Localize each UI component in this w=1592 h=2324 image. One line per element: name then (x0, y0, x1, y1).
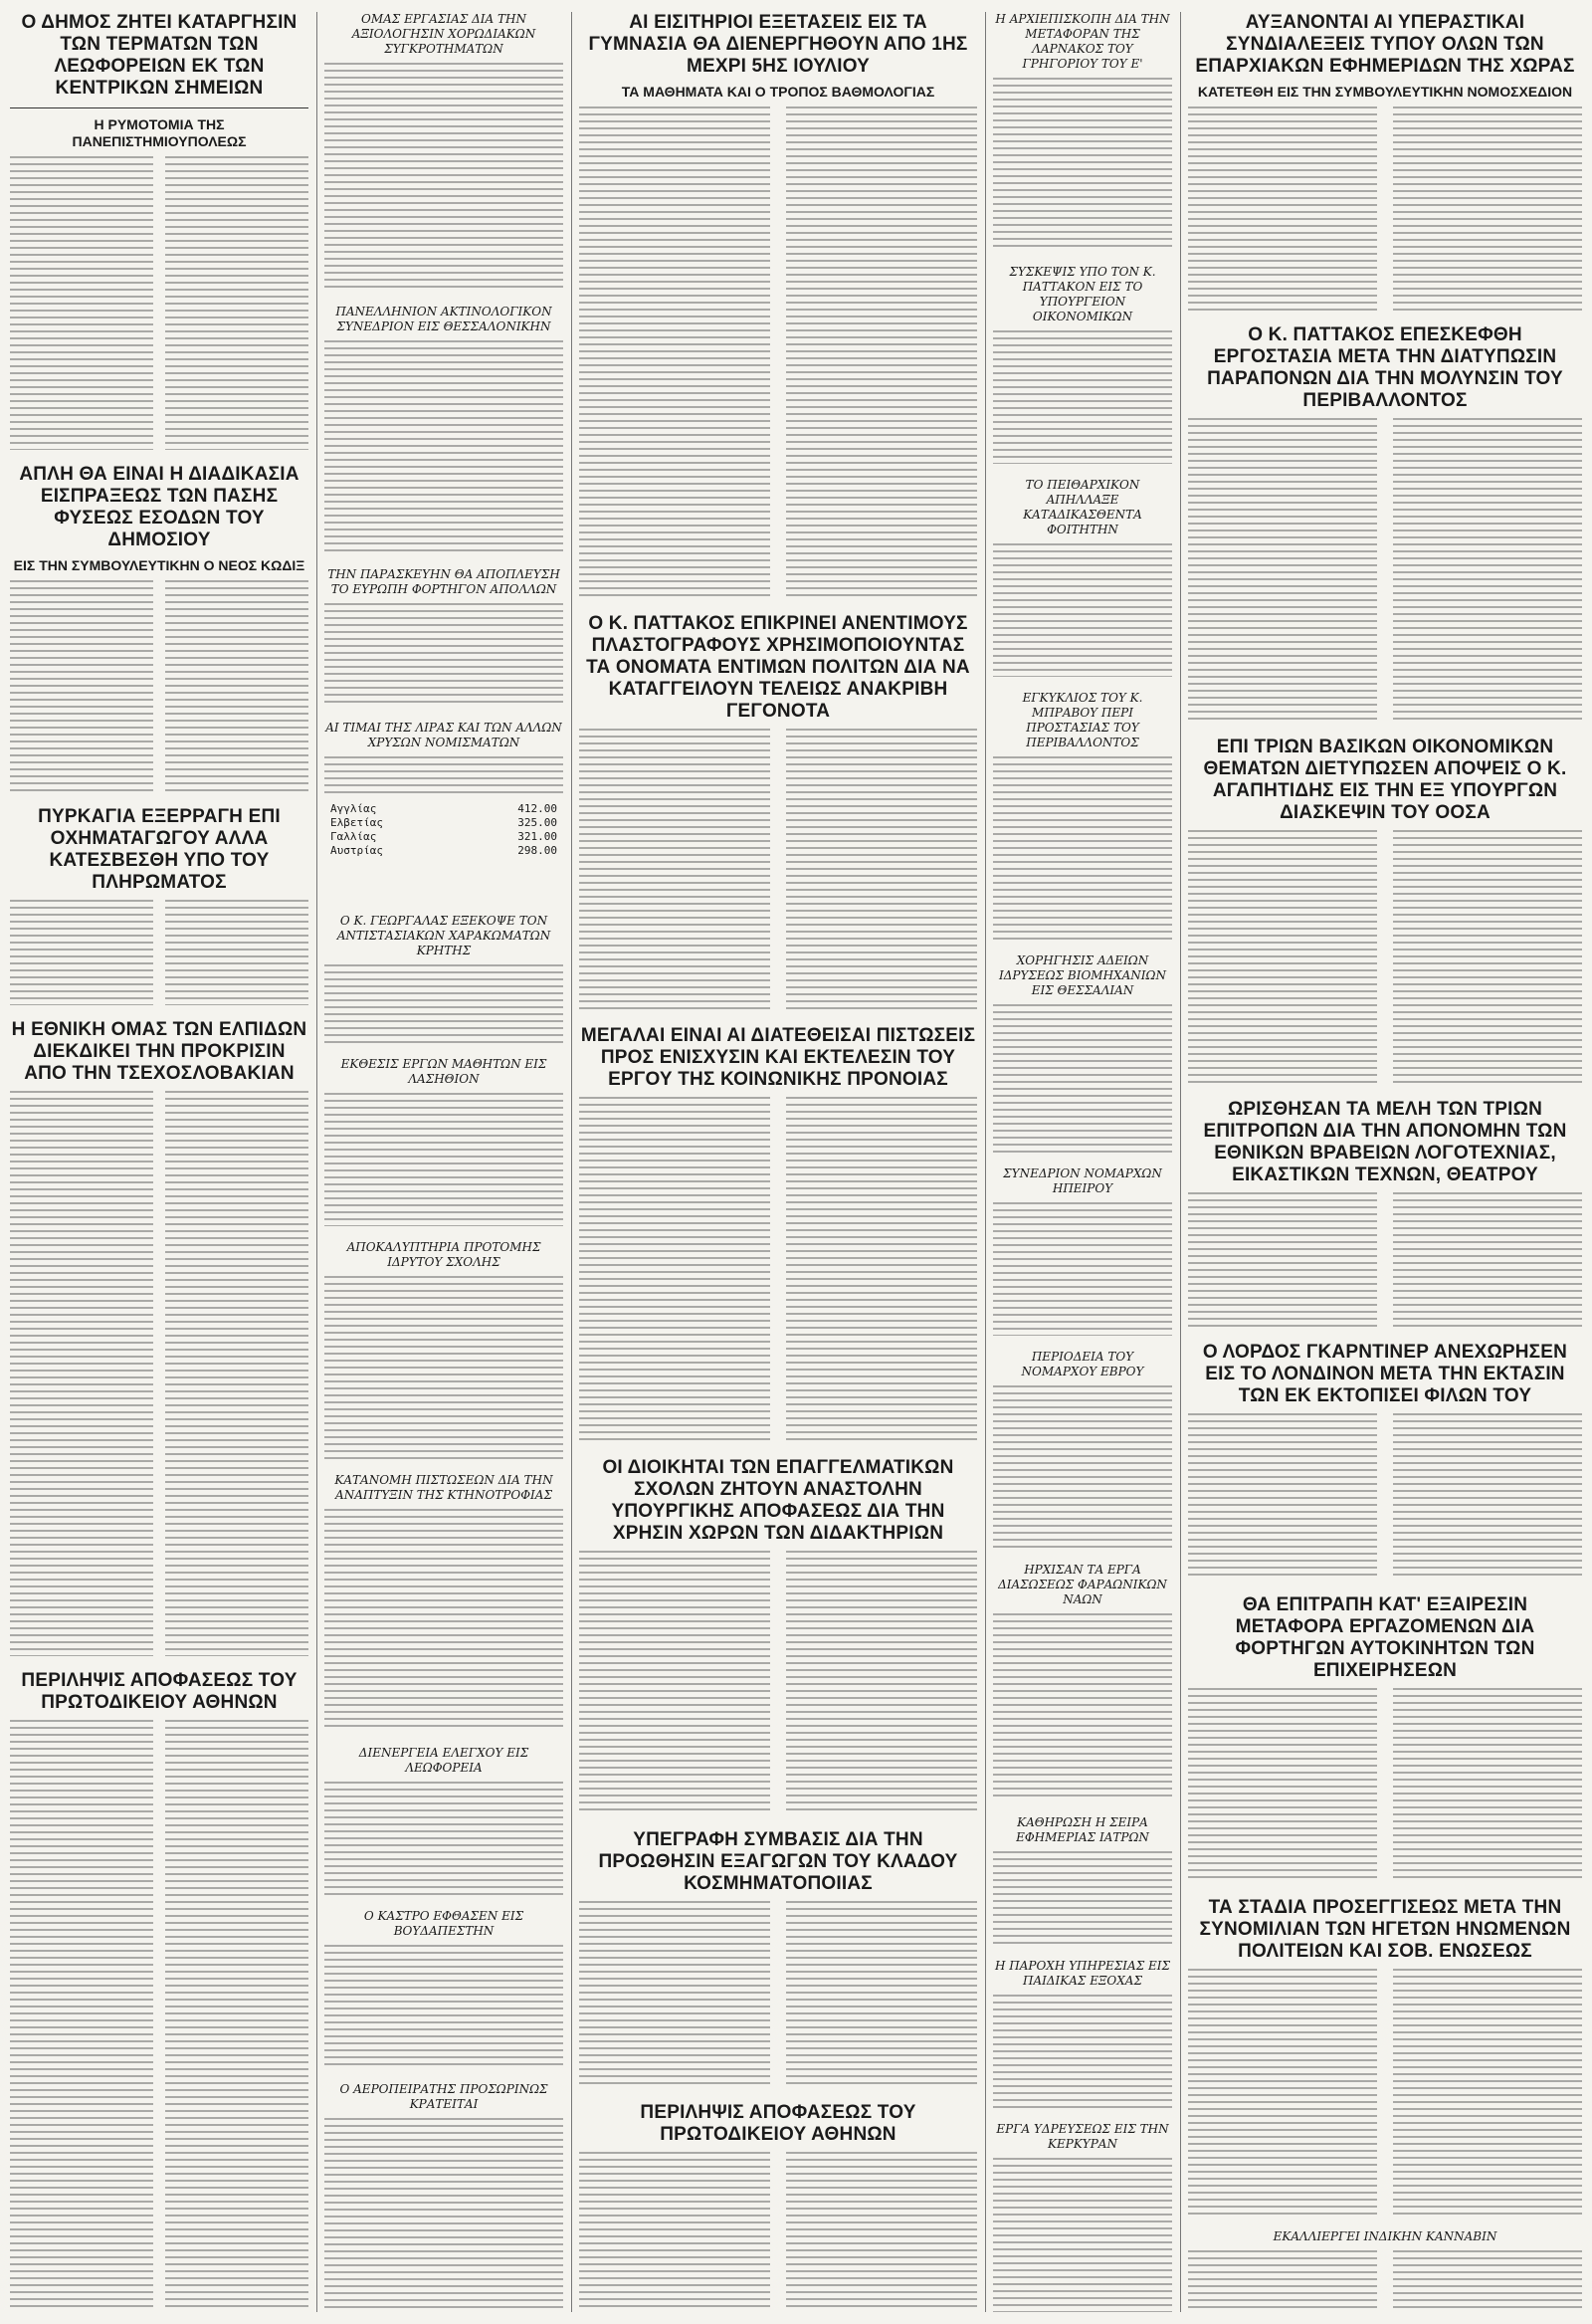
article-body (10, 1091, 308, 1656)
divider (10, 107, 308, 108)
gold-row (330, 830, 557, 844)
article-gymnasium-exams (579, 12, 977, 599)
article-body (324, 2118, 563, 2312)
article-finance-meeting (993, 265, 1172, 464)
article-student-exhibition (324, 1057, 563, 1226)
article-body (993, 1613, 1172, 1801)
article-body (579, 1097, 977, 1443)
article-body (993, 78, 1172, 251)
article-body (324, 756, 563, 796)
coin-price: 325.00 (517, 816, 557, 829)
article-body (993, 1004, 1172, 1153)
article-body (579, 1551, 977, 1815)
gold-row (330, 844, 557, 858)
article-body (993, 330, 1172, 464)
article-body (324, 1093, 563, 1226)
headline: ΘΑ ΕΠΙΤΡΑΠΗ ΚΑΤ' ΕΞΑΙΡΕΣΙΝ ΜΕΤΑΦΟΡΑ ΕΡΓΑΖΟΜΕΝΩΝ ΔΙΑ ΦΟΡΤΗΓΩΝ ΑΥΤΟΚΙΝΗΤΩΝ ΤΩΝ ΕΠΙΧΕΙΡΗΣΕΩΝ (1235, 1594, 1535, 1681)
headline: ΟΙ ΔΙΟΙΚΗΤΑΙ ΤΩΝ ΕΠΑΓΓΕΛΜΑΤΙΚΩΝ ΣΧΟΛΩΝ ΖΗΤΟΥΝ ΑΝΑΣΤΟΛΗΝ ΥΠΟΥΡΓΙΚΗΣ ΑΠΟΦΑΣΕΩΣ ΔΙΑ ΤΗΝ ΧΡΗΣΙΝ ΧΩΡΩΝ ΤΩΝ ΔΙΔΑΚΤΗΡΙΩΝ (602, 1457, 954, 1544)
article-castro (324, 1909, 563, 2068)
headline: ΕΓΚΥΚΛΙΟΣ ΤΟΥ Κ. ΜΠΡΑΒΟΥ ΠΕΡΙ ΠΡΟΣΤΑΣΙΑΣ ΤΟΥ ΠΕΡΙΒΑΛΛΟΝΤΟΣ (1022, 691, 1143, 749)
article-pattakos-forgers (579, 613, 977, 1011)
column-separator (985, 12, 986, 2312)
headline: ΕΚΘΕΣΙΣ ΕΡΓΩΝ ΜΑΘΗΤΩΝ ΕΙΣ ΛΑΣΗΘΙΟΝ (340, 1057, 547, 1086)
article-body (579, 2152, 977, 2312)
article-bus-terminals (10, 12, 308, 450)
article-body (1188, 1688, 1582, 1883)
article-body (10, 156, 308, 450)
gold-price-table (324, 802, 563, 858)
headline: ΕΠΙ ΤΡΙΩΝ ΒΑΣΙΚΩΝ ΟΙΚΟΝΟΜΙΚΩΝ ΘΕΜΑΤΩΝ ΔΙΕΤΥΠΩΣΕΝ ΑΠΟΨΕΙΣ Ο Κ. ΑΓΑΠΗΤΙΔΗΣ ΕΙΣ ΤΗΝ ΕΞ ΥΠΟΥΡΓΩΝ ΔΙΑΣΚΕΨΙΝ ΤΟΥ ΟΟΣΑ (1203, 737, 1567, 823)
article-body (324, 1509, 563, 1732)
headline: ΩΡΙΣΘΗΣΑΝ ΤΑ ΜΕΛΗ ΤΩΝ ΤΡΙΩΝ ΕΠΙΤΡΟΠΩΝ ΔΙΑ ΤΗΝ ΑΠΟΝΟΜΗΝ ΤΩΝ ΕΘΝΙΚΩΝ ΒΡΑΒΕΙΩΝ ΛΟΓΟΤΕΧΝΙΑΣ, ΕΙΚΑΣΤΙΚΩΝ ΤΕΧΝΩΝ, ΘΕΑΤΡΟΥ (1203, 1099, 1567, 1185)
coin-price: 412.00 (517, 802, 557, 815)
article-court-summary-2 (579, 2102, 977, 2312)
headline: ΚΑΘΗΡΩΣΗ Η ΣΕΙΡΑ ΕΦΗΜΕΡΙΑΣ ΙΑΤΡΩΝ (1016, 1815, 1149, 1844)
column-separator (1180, 12, 1181, 2312)
headline: ΥΠΕΓΡΑΦΗ ΣΥΜΒΑΣΙΣ ΔΙΑ ΤΗΝ ΠΡΟΩΘΗΣΙΝ ΕΞΑΓΩΓΩΝ ΤΟΥ ΚΛΑΔΟΥ ΚΟΣΜΗΜΑΤΟΠΟΙΙΑΣ (598, 1829, 958, 1894)
article-epirus-prefects (993, 1166, 1172, 1336)
headline: ΠΑΝΕΛΛΗΝΙΟΝ ΑΚΤΙΝΟΛΟΓΙΚΟΝ ΣΥΝΕΔΡΙΟΝ ΕΙΣ ΘΕΣΣΑΛΟΝΙΚΗΝ (335, 305, 552, 333)
column-separator (571, 12, 572, 2312)
coin-name: Γαλλίας (330, 830, 377, 843)
article-truck-transport (1188, 1594, 1582, 1883)
article-body (993, 543, 1172, 677)
headline: ΑΙ ΤΙΜΑΙ ΤΗΣ ΛΙΡΑΣ ΚΑΙ ΤΩΝ ΑΛΛΩΝ ΧΡΥΣΩΝ ΝΟΜΙΣΜΑΤΩΝ (325, 721, 562, 749)
article-choirs (324, 12, 563, 291)
article-gold-prices (324, 721, 563, 900)
headline: Ο ΔΗΜΟΣ ΖΗΤΕΙ ΚΑΤΑΡΓΗΣΙΝ ΤΩΝ ΤΕΡΜΑΤΩΝ ΤΩΝ ΛΕΩΦΟΡΕΙΩΝ ΕΚ ΤΩΝ ΚΕΝΤΡΙΚΩΝ ΣΗΜΕΙΩΝ (21, 12, 298, 99)
article-bus-inspection (324, 1746, 563, 1895)
gold-row (330, 802, 557, 816)
headline: ΗΡΧΙΣΑΝ ΤΑ ΕΡΓΑ ΔΙΑΣΩΣΕΩΣ ΦΑΡΑΩΝΙΚΩΝ ΝΑΩΝ (998, 1563, 1167, 1606)
headline: Ο Κ. ΠΑΤΤΑΚΟΣ ΕΠΙΚΡΙΝΕΙ ΑΝΕΝΤΙΜΟΥΣ ΠΛΑΣΤΟΓΡΑΦΟΥΣ ΧΡΗΣΙΜΟΠΟΙΟΥΝΤΑΣ ΤΑ ΟΝΟΜΑΤΑ ΕΝΤΙΜΩΝ ΠΟΛΙΤΩΝ ΔΙΑ ΝΑ ΚΑΤΑΓΓΕΙΛΟΥΝ ΤΕΛΕΙΩΣ ΑΝΑΚΡΙΒΗ ΓΕΓΟΝΟΤΑ (586, 613, 970, 722)
article-livestock (324, 1473, 563, 1732)
article-jewelry-exports (579, 1829, 977, 2088)
column-4 (993, 12, 1172, 2312)
article-body (579, 1901, 977, 2088)
coin-name: Αγγλίας (330, 802, 377, 815)
article-body (993, 756, 1172, 940)
article-body (1188, 1969, 1582, 2216)
headline: ΣΥΝΕΔΡΙΟΝ ΝΟΜΑΡΧΩΝ ΗΠΕΙΡΟΥ (1003, 1166, 1162, 1195)
article-us-ussr (1188, 1897, 1582, 2216)
subheadline: Η ΡΥΜΟΤΟΜΙΑ ΤΗΣ ΠΑΝΕΠΙΣΤΗΜΙΟΥΠΟΛΕΩΣ (72, 116, 247, 150)
headline: Η ΕΘΝΙΚΗ ΟΜΑΣ ΤΩΝ ΕΛΠΙΔΩΝ ΔΙΕΚΔΙΚΕΙ ΤΗΝ ΠΡΟΚΡΙΣΙΝ ΑΠΟ ΤΗΝ ΤΣΕΧΟΣΛΟΒΑΚΙΑΝ (11, 1019, 307, 1084)
headline: Ο ΑΕΡΟΠΕΙΡΑΤΗΣ ΠΡΟΣΩΡΙΝΩΣ ΚΡΑΤΕΙΤΑΙ (339, 2082, 548, 2111)
headline: ΤΑ ΣΤΑΔΙΑ ΠΡΟΣΕΓΓΙΣΕΩΣ ΜΕΤΑ ΤΗΝ ΣΥΝΟΜΙΛΙΑΝ ΤΩΝ ΗΓΕΤΩΝ ΗΝΩΜΕΝΩΝ ΠΟΛΙΤΕΙΩΝ ΚΑΙ ΣΟΒ. ΕΝΩΣΕΩΣ (1199, 1897, 1571, 1962)
subheadline: ΕΙΣ ΤΗΝ ΣΥΜΒΟΥΛΕΥΤΙΚΗΝ Ο ΝΕΟΣ ΚΩΔΙΞ (13, 557, 305, 573)
headline: Ο ΛΟΡΔΟΣ ΓΚΑΡΝΤΙΝΕΡ ΑΝΕΧΩΡΗΣΕΝ ΕΙΣ ΤΟ ΛΟΝΔΙΝΟΝ ΜΕΤΑ ΤΗΝ ΕΚΤΑΣΙΝ ΤΩΝ ΕΚ ΕΚΤΟΠΙΣΕΙ ΦΙΛΩΝ ΤΟΥ (1202, 1342, 1568, 1406)
article-body (993, 1385, 1172, 1549)
article-body (579, 729, 977, 1011)
column-3 (579, 12, 977, 2312)
article-body (1188, 418, 1582, 723)
headline: ΤΗΝ ΠΑΡΑΣΚΕΥΗΝ ΘΑ ΑΠΟΠΛΕΥΣΗ ΤΟ ΕΥΡΩΠΗ ΦΟΡΤΗΓΟΝ ΑΠΟΛΛΩΝ (327, 567, 560, 596)
headline: ΕΡΓΑ ΥΔΡΕΥΣΕΩΣ ΕΙΣ ΤΗΝ ΚΕΡΚΥΡΑΝ (996, 2122, 1169, 2151)
headline: ΠΥΡΚΑΓΙΑ ΕΞΕΡΡΑΓΗ ΕΠΙ ΟΧΗΜΑΤΑΓΩΓΟΥ ΑΛΛΑ ΚΑΤΕΣΒΕΣΘΗ ΥΠΟ ΤΟΥ ΠΛΗΡΩΜΑΤΟΣ (38, 806, 281, 893)
article-summer-camps (993, 1959, 1172, 2108)
article-body (324, 964, 563, 1043)
article-body (993, 2158, 1172, 2312)
headline: ΕΚΑΛΛΙΕΡΓΕΙ ΙΝΔΙΚΗΝ ΚΑΝΝΑΒΙΝ (1273, 2229, 1497, 2243)
headline: ΚΑΤΑΝΟΜΗ ΠΙΣΤΩΣΕΩΝ ΔΙΑ ΤΗΝ ΑΝΑΠΤΥΞΙΝ ΤΗΣ ΚΤΗΝΟΤΡΟΦΙΑΣ (334, 1473, 553, 1502)
column-5 (1188, 12, 1582, 2312)
article-environment-circular (993, 691, 1172, 940)
article-body (1188, 2250, 1582, 2312)
article-pharaonic-temples (993, 1563, 1172, 1801)
article-national-awards (1188, 1099, 1582, 1328)
article-youth-team (10, 1019, 308, 1656)
coin-price: 321.00 (517, 830, 557, 843)
article-body (1188, 1413, 1582, 1581)
article-body (324, 1945, 563, 2068)
coin-name: Ελβετίας (330, 816, 383, 829)
article-cargo-ship (324, 567, 563, 707)
headline: Ο ΚΑΣΤΡΟ ΕΦΘΑΣΕΝ ΕΙΣ ΒΟΥΔΑΠΕΣΤΗΝ (363, 1909, 524, 1938)
headline: ΠΕΡΙΟΔΕΙΑ ΤΟΥ ΝΟΜΑΡΧΟΥ ΕΒΡΟΥ (1021, 1350, 1144, 1378)
article-public-revenue (10, 464, 308, 792)
headline: ΑΙ ΕΙΣΙΤΗΡΙΟΙ ΕΞΕΤΑΣΕΙΣ ΕΙΣ ΤΑ ΓΥΜΝΑΣΙΑ ΘΑ ΔΙΕΝΕΡΓΗΘΟΥΝ ΑΠΟ 1ΗΣ ΜΕΧΡΙ 5ΗΣ ΙΟΥΛΙΟΥ (588, 12, 968, 77)
headline: ΑΠΟΚΑΛΥΠΤΗΡΙΑ ΠΡΟΤΟΜΗΣ ΙΔΡΥΤΟΥ ΣΧΟΛΗΣ (346, 1240, 541, 1269)
article-body (1188, 106, 1582, 311)
column-separator (316, 12, 317, 2312)
article-social-welfare (579, 1025, 977, 1443)
article-crete (324, 914, 563, 1043)
headline: ΣΥΣΚΕΨΙΣ ΥΠΟ ΤΟΝ Κ. ΠΑΤΤΑΚΟΝ ΕΙΣ ΤΟ ΥΠΟΥΡΓΕΙΟΝ ΟΙΚΟΝΟΜΙΚΩΝ (1009, 265, 1156, 323)
article-body (993, 1202, 1172, 1336)
article-body (1188, 1192, 1582, 1328)
column-2 (324, 12, 563, 2312)
coin-name: Αυστρίας (330, 844, 383, 857)
headline: Ο Κ. ΠΑΤΤΑΚΟΣ ΕΠΕΣΚΕΦΘΗ ΕΡΓΟΣΤΑΣΙΑ ΜΕΤΑ ΤΗΝ ΔΙΑΤΥΠΩΣΙΝ ΠΑΡΑΠΟΝΩΝ ΔΙΑ ΤΗΝ ΜΟΛΥΝΣΙΝ ΤΟΥ ΠΕΡΙΒΑΛΛΟΝΤΟΣ (1207, 324, 1563, 411)
headline: ΧΟΡΗΓΗΣΙΣ ΑΔΕΙΩΝ ΙΔΡΥΣΕΩΣ ΒΙΟΜΗΧΑΝΙΩΝ ΕΙΣ ΘΕΣΣΑΛΙΑΝ (999, 953, 1166, 997)
article-body (324, 63, 563, 291)
article-bust-unveiling (324, 1240, 563, 1459)
article-radiology (324, 305, 563, 553)
article-body (324, 603, 563, 707)
article-disciplinary (993, 478, 1172, 677)
headline: ΠΕΡΙΛΗΨΙΣ ΑΠΟΦΑΣΕΩΣ ΤΟΥ ΠΡΩΤΟΔΙΚΕΙΟΥ ΑΘΗΝΩΝ (21, 1670, 298, 1713)
article-cannabis (1188, 2229, 1582, 2312)
subheadline: ΚΑΤΕΤΕΘΗ ΕΙΣ ΤΗΝ ΣΥΜΒΟΥΛΕΥΤΙΚΗΝ ΝΟΜΟΣΧΕΔΙΟΝ (1197, 84, 1573, 100)
article-body (324, 1276, 563, 1459)
article-pattakos-factories (1188, 324, 1582, 723)
article-doctors-duty (993, 1815, 1172, 1945)
article-body (324, 1782, 563, 1895)
article-lord-gardiner (1188, 1342, 1582, 1581)
headline: ΠΕΡΙΛΗΨΙΣ ΑΠΟΦΑΣΕΩΣ ΤΟΥ ΠΡΩΤΟΔΙΚΕΙΟΥ ΑΘΗΝΩΝ (640, 2102, 916, 2145)
headline: ΟΜΑΣ ΕΡΓΑΣΙΑΣ ΔΙΑ ΤΗΝ ΑΞΙΟΛΟΓΗΣΙΝ ΧΟΡΩΔΙΑΚΩΝ ΣΥΓΚΡΟΤΗΜΑΤΩΝ (351, 12, 536, 56)
article-press-calls (1188, 12, 1582, 311)
article-body (10, 1720, 308, 2312)
article-oecd (1188, 737, 1582, 1085)
article-body (579, 106, 977, 599)
article-court-summary (10, 1670, 308, 2312)
article-ferry-fire (10, 806, 308, 1005)
headline: ΑΥΞΑΝΟΝΤΑΙ ΑΙ ΥΠΕΡΑΣΤΙΚΑΙ ΣΥΝΔΙΑΛΕΞΕΙΣ ΤΥΠΟΥ ΟΛΩΝ ΤΩΝ ΕΠΑΡΧΙΑΚΩΝ ΕΦΗΜΕΡΙΔΩΝ ΤΗΣ ΧΩΡΑΣ (1195, 12, 1575, 77)
article-body (10, 580, 308, 792)
headline: ΤΟ ΠΕΙΘΑΡΧΙΚΟΝ ΑΠΗΛΛΑΞΕ ΚΑΤΑΔΙΚΑΣΘΕΝΤΑ ΦΟΙΤΗΤΗΝ (1023, 478, 1142, 536)
article-body (10, 900, 308, 1005)
headline: ΜΕΓΑΛΑΙ ΕΙΝΑΙ ΑΙ ΔΙΑΤΕΘΕΙΣΑΙ ΠΙΣΤΩΣΕΙΣ ΠΡΟΣ ΕΝΙΣΧΥΣΙΝ ΚΑΙ ΕΚΤΕΛΕΣΙΝ ΤΟΥ ΕΡΓΟΥ ΤΗΣ ΚΟΙΝΩΝΙΚΗΣ ΠΡΟΝΟΙΑΣ (580, 1025, 976, 1090)
headline: Η ΑΡΧΙΕΠΙΣΚΟΠΗ ΔΙΑ ΤΗΝ ΜΕΤΑΦΟΡΑΝ ΤΗΣ ΛΑΡΝΑΚΟΣ ΤΟΥ ΓΡΗΓΟΡΙΟΥ ΤΟΥ Ε' (995, 12, 1170, 71)
headline: Ο Κ. ΓΕΩΡΓΑΛΑΣ ΕΞΕΚΟΨΕ ΤΟΝ ΑΝΤΙΣΤΑΣΙΑΚΩΝ ΧΑΡΑΚΩΜΑΤΩΝ ΚΡΗΤΗΣ (336, 914, 551, 957)
headline: ΔΙΕΝΕΡΓΕΙΑ ΕΛΕΓΧΟΥ ΕΙΣ ΛΕΩΦΟΡΕΙΑ (358, 1746, 529, 1775)
article-evros-tour (993, 1350, 1172, 1549)
article-body (993, 1995, 1172, 2108)
article-body (993, 1851, 1172, 1945)
article-thessaly-industry (993, 953, 1172, 1153)
article-body (324, 340, 563, 553)
article-corfu-water (993, 2122, 1172, 2312)
article-archdiocese (993, 12, 1172, 251)
article-body (1188, 830, 1582, 1085)
article-vocational-schools (579, 1457, 977, 1815)
article-hijacker (324, 2082, 563, 2312)
headline: ΑΠΛΗ ΘΑ ΕΙΝΑΙ Η ΔΙΑΔΙΚΑΣΙΑ ΕΙΣΠΡΑΞΕΩΣ ΤΩΝ ΠΑΣΗΣ ΦΥΣΕΩΣ ΕΣΟΔΩΝ ΤΟΥ ΔΗΜΟΣΙΟΥ (19, 464, 299, 550)
column-1 (10, 12, 308, 2312)
coin-price: 298.00 (517, 844, 557, 857)
headline: Η ΠΑΡΟΧΗ ΥΠΗΡΕΣΙΑΣ ΕΙΣ ΠΑΙΔΙΚΑΣ ΕΞΟΧΑΣ (994, 1959, 1170, 1988)
gold-row (330, 816, 557, 830)
subheadline: ΤΑ ΜΑΘΗΜΑΤΑ ΚΑΙ Ο ΤΡΟΠΟΣ ΒΑΘΜΟΛΟΓΙΑΣ (621, 84, 935, 100)
